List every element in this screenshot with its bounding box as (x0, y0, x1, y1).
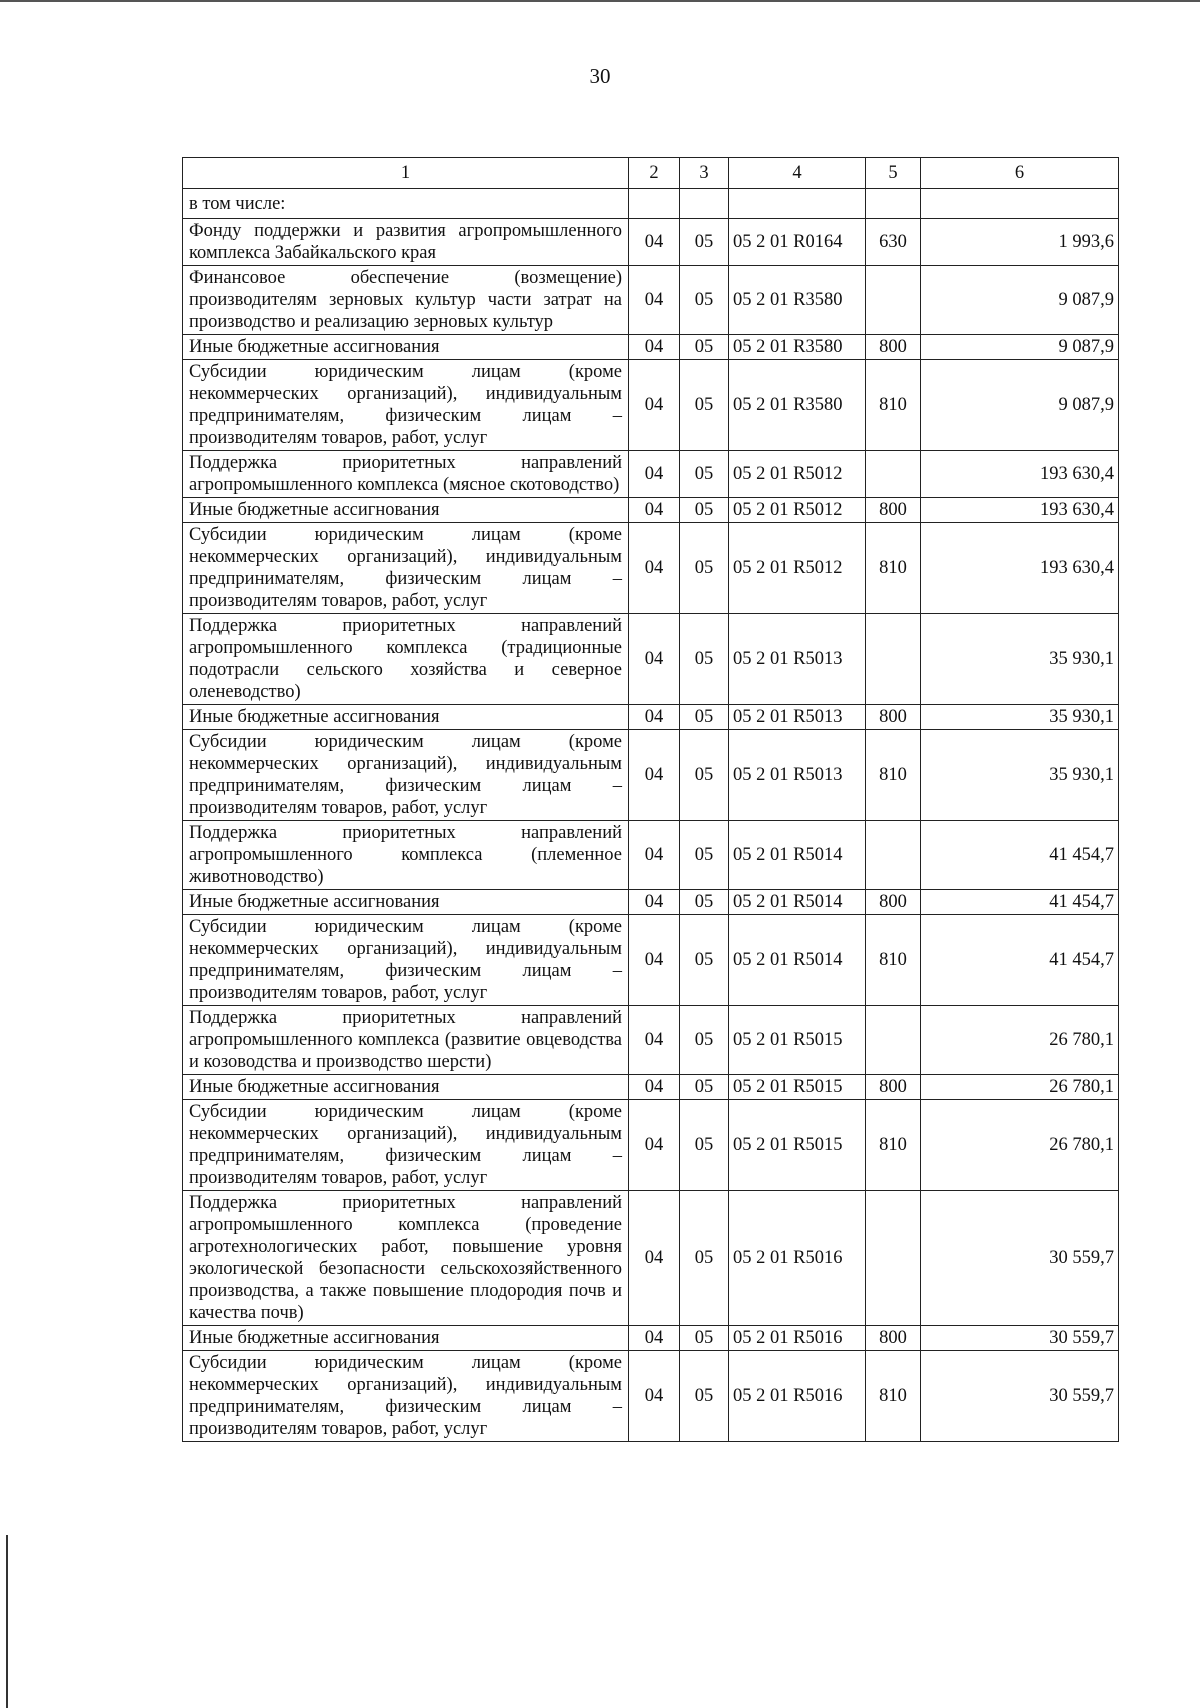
row-subsection: 05 (680, 1006, 729, 1075)
row-expense-type: 810 (866, 730, 921, 821)
row-expense-type (866, 1006, 921, 1075)
row-name: Иные бюджетные ассигнования (183, 1075, 629, 1100)
row-expense-type: 800 (866, 705, 921, 730)
row-name: Финансовое обеспечение (возмещение) производителям зерновых культур части затрат на производство и реализацию зерновых культур (183, 266, 629, 335)
row-subsection: 05 (680, 1075, 729, 1100)
row-subsection: 05 (680, 821, 729, 890)
row-target-article: 05 2 01 R5015 (729, 1100, 866, 1191)
table-row (183, 1351, 1119, 1442)
page-number: 30 (589, 64, 611, 88)
table-row (183, 915, 1119, 1006)
row-name: Субсидии юридическим лицам (кроме некоммерческих организаций), индивидуальным предпринимателям, физическим лицам – производителям товаров, работ, услуг (183, 1351, 629, 1442)
table-row (183, 730, 1119, 821)
table-row (183, 1075, 1119, 1100)
row-amount: 9 087,9 (921, 266, 1119, 335)
table-row (183, 821, 1119, 890)
row-subsection: 05 (680, 1351, 729, 1442)
row-section: 04 (629, 614, 680, 705)
row-subsection: 05 (680, 705, 729, 730)
row-name: Поддержка приоритетных направлений агропромышленного комплекса (традиционные подотрасли сельского хозяйства и северное оленеводство) (183, 614, 629, 705)
row-expense-type: 810 (866, 360, 921, 451)
row-subsection: 05 (680, 498, 729, 523)
row-section: 04 (629, 451, 680, 498)
row-name: Субсидии юридическим лицам (кроме некоммерческих организаций), индивидуальным предпринимателям, физическим лицам – производителям товаров, работ, услуг (183, 523, 629, 614)
row-target-article: 05 2 01 R5015 (729, 1006, 866, 1075)
row-expense-type: 810 (866, 1351, 921, 1442)
table-row (183, 523, 1119, 614)
empty-cell (680, 189, 729, 219)
row-amount: 26 780,1 (921, 1006, 1119, 1075)
row-target-article: 05 2 01 R3580 (729, 335, 866, 360)
row-name: Субсидии юридическим лицам (кроме некоммерческих организаций), индивидуальным предпринимателям, физическим лицам – производителям товаров, работ, услуг (183, 1100, 629, 1191)
row-expense-type: 800 (866, 1326, 921, 1351)
row-name: Иные бюджетные ассигнования (183, 705, 629, 730)
row-name: Поддержка приоритетных направлений агропромышленного комплекса (проведение агротехнологических работ, повышение уровня экологической безопасности сельскохозяйственного производства, а также повышение плодородия почв и качества почв) (183, 1191, 629, 1326)
table-row (183, 219, 1119, 266)
row-expense-type: 810 (866, 915, 921, 1006)
including-row (183, 189, 1119, 219)
row-subsection: 05 (680, 1191, 729, 1326)
header-col-4: 4 (729, 158, 866, 189)
row-name: Иные бюджетные ассигнования (183, 1326, 629, 1351)
row-amount: 35 930,1 (921, 705, 1119, 730)
row-expense-type: 800 (866, 335, 921, 360)
row-section: 04 (629, 1075, 680, 1100)
row-target-article: 05 2 01 R5014 (729, 890, 866, 915)
row-amount: 9 087,9 (921, 335, 1119, 360)
row-target-article: 05 2 01 R5015 (729, 1075, 866, 1100)
row-subsection: 05 (680, 1100, 729, 1191)
table-row (183, 705, 1119, 730)
row-section: 04 (629, 1326, 680, 1351)
row-expense-type (866, 1191, 921, 1326)
row-target-article: 05 2 01 R5012 (729, 523, 866, 614)
row-subsection: 05 (680, 614, 729, 705)
empty-cell (729, 189, 866, 219)
table-row (183, 1006, 1119, 1075)
row-amount: 9 087,9 (921, 360, 1119, 451)
row-subsection: 05 (680, 451, 729, 498)
row-expense-type: 810 (866, 523, 921, 614)
row-expense-type: 800 (866, 498, 921, 523)
row-subsection: 05 (680, 1326, 729, 1351)
header-col-6: 6 (921, 158, 1119, 189)
row-subsection: 05 (680, 219, 729, 266)
row-target-article: 05 2 01 R5012 (729, 498, 866, 523)
table-row (183, 1191, 1119, 1326)
row-target-article: 05 2 01 R3580 (729, 360, 866, 451)
row-target-article: 05 2 01 R5013 (729, 730, 866, 821)
empty-cell (629, 189, 680, 219)
row-section: 04 (629, 705, 680, 730)
row-amount: 35 930,1 (921, 730, 1119, 821)
row-amount: 193 630,4 (921, 498, 1119, 523)
row-section: 04 (629, 730, 680, 821)
row-target-article: 05 2 01 R5013 (729, 705, 866, 730)
table-row (183, 614, 1119, 705)
row-subsection: 05 (680, 523, 729, 614)
row-name: Иные бюджетные ассигнования (183, 335, 629, 360)
row-section: 04 (629, 266, 680, 335)
row-expense-type (866, 821, 921, 890)
row-target-article: 05 2 01 R5016 (729, 1191, 866, 1326)
row-expense-type: 800 (866, 890, 921, 915)
row-expense-type (866, 266, 921, 335)
table-row (183, 1100, 1119, 1191)
row-target-article: 05 2 01 R5012 (729, 451, 866, 498)
row-target-article: 05 2 01 R5014 (729, 915, 866, 1006)
header-col-3: 3 (680, 158, 729, 189)
row-subsection: 05 (680, 335, 729, 360)
row-section: 04 (629, 890, 680, 915)
table-row (183, 266, 1119, 335)
row-expense-type (866, 451, 921, 498)
row-name: Фонду поддержки и развития агропромышленного комплекса Забайкальского края (183, 219, 629, 266)
table-row (183, 360, 1119, 451)
row-amount: 193 630,4 (921, 451, 1119, 498)
table-row (183, 498, 1119, 523)
row-section: 04 (629, 1006, 680, 1075)
row-amount: 41 454,7 (921, 890, 1119, 915)
row-section: 04 (629, 915, 680, 1006)
row-subsection: 05 (680, 360, 729, 451)
row-amount: 193 630,4 (921, 523, 1119, 614)
row-target-article: 05 2 01 R0164 (729, 219, 866, 266)
row-expense-type: 810 (866, 1100, 921, 1191)
row-name: Субсидии юридическим лицам (кроме некоммерческих организаций), индивидуальным предпринимателям, физическим лицам – производителям товаров, работ, услуг (183, 360, 629, 451)
header-col-5: 5 (866, 158, 921, 189)
table-row (183, 1326, 1119, 1351)
table-row (183, 335, 1119, 360)
empty-cell (921, 189, 1119, 219)
scan-left-margin-line (6, 1535, 8, 1708)
row-amount: 26 780,1 (921, 1075, 1119, 1100)
table-header-row (183, 158, 1119, 189)
row-expense-type: 630 (866, 219, 921, 266)
row-expense-type (866, 614, 921, 705)
row-name: Поддержка приоритетных направлений агропромышленного комплекса (племенное животноводство) (183, 821, 629, 890)
row-name: Субсидии юридическим лицам (кроме некоммерческих организаций), индивидуальным предпринимателям, физическим лицам – производителям товаров, работ, услуг (183, 915, 629, 1006)
row-target-article: 05 2 01 R3580 (729, 266, 866, 335)
row-subsection: 05 (680, 730, 729, 821)
row-amount: 30 559,7 (921, 1326, 1119, 1351)
row-section: 04 (629, 1351, 680, 1442)
row-subsection: 05 (680, 266, 729, 335)
row-section: 04 (629, 821, 680, 890)
row-section: 04 (629, 523, 680, 614)
row-name: Поддержка приоритетных направлений агропромышленного комплекса (развитие овцеводства и козоводства и производство шерсти) (183, 1006, 629, 1075)
row-section: 04 (629, 360, 680, 451)
row-name: Поддержка приоритетных направлений агропромышленного комплекса (мясное скотоводство) (183, 451, 629, 498)
row-target-article: 05 2 01 R5013 (729, 614, 866, 705)
row-subsection: 05 (680, 890, 729, 915)
row-amount: 30 559,7 (921, 1191, 1119, 1326)
row-amount: 41 454,7 (921, 915, 1119, 1006)
header-col-1: 1 (183, 158, 629, 189)
row-amount: 41 454,7 (921, 821, 1119, 890)
row-expense-type: 800 (866, 1075, 921, 1100)
row-target-article: 05 2 01 R5016 (729, 1326, 866, 1351)
row-section: 04 (629, 498, 680, 523)
row-target-article: 05 2 01 R5016 (729, 1351, 866, 1442)
header-col-2: 2 (629, 158, 680, 189)
row-section: 04 (629, 1100, 680, 1191)
row-section: 04 (629, 1191, 680, 1326)
row-name: Субсидии юридическим лицам (кроме некоммерческих организаций), индивидуальным предпринимателям, физическим лицам – производителям товаров, работ, услуг (183, 730, 629, 821)
row-name: Иные бюджетные ассигнования (183, 890, 629, 915)
empty-cell (866, 189, 921, 219)
row-subsection: 05 (680, 915, 729, 1006)
row-amount: 1 993,6 (921, 219, 1119, 266)
row-target-article: 05 2 01 R5014 (729, 821, 866, 890)
budget-table (182, 157, 1119, 1442)
table-row (183, 890, 1119, 915)
table-row (183, 451, 1119, 498)
row-amount: 30 559,7 (921, 1351, 1119, 1442)
row-amount: 26 780,1 (921, 1100, 1119, 1191)
row-section: 04 (629, 335, 680, 360)
including-label: в том числе: (183, 189, 629, 219)
row-amount: 35 930,1 (921, 614, 1119, 705)
row-name: Иные бюджетные ассигнования (183, 498, 629, 523)
scan-top-edge (0, 0, 1200, 2)
row-section: 04 (629, 219, 680, 266)
